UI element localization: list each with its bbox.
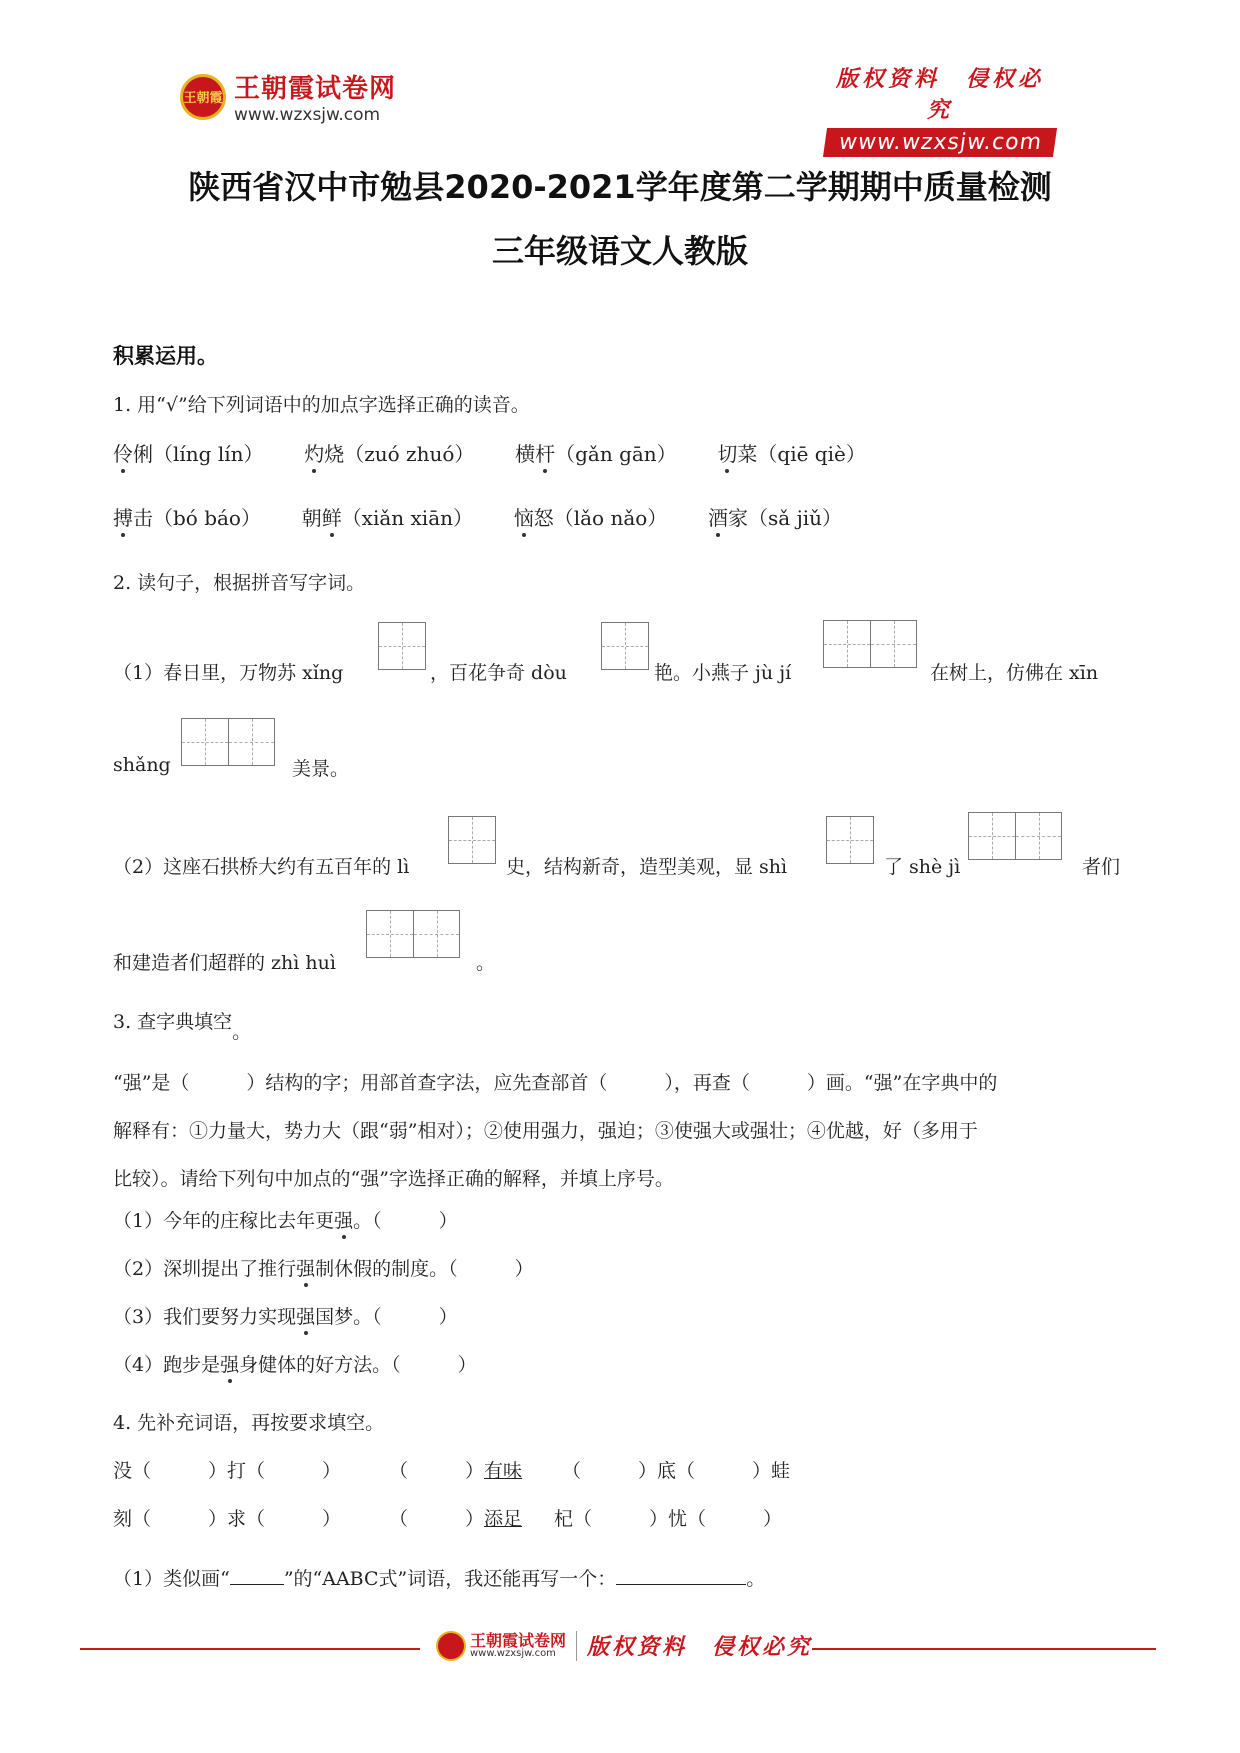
q2-s1-c: 艳。小燕子 jù jí <box>654 662 792 684</box>
q1-item: 朝鲜（xiǎn xiān） <box>301 506 474 530</box>
q3-item: （2）深圳提出了推行强制休假的制度。（ ） <box>113 1258 534 1280</box>
q2-prompt: 2. 读句子，根据拼音写字词。 <box>113 572 366 594</box>
q1-item: 横杆（gǎn gān） <box>515 442 677 466</box>
url-bar: www.wzxsjw.com <box>823 128 1057 157</box>
write-grid-1char[interactable] <box>378 622 426 670</box>
write-grid-2char[interactable] <box>823 620 917 668</box>
footer-brand-url: www.wzxsjw.com <box>470 1647 556 1659</box>
q1-item: 伶俐（líng lín） <box>113 442 264 466</box>
q2-s1-d: 在树上，仿佛在 xīn <box>930 662 1099 684</box>
answer-underline[interactable] <box>616 1568 746 1585</box>
q2-s1-a: （1）春日里，万物苏 xǐng <box>113 662 344 684</box>
q3-paragraph-3: 比较）。请给下列句中加点的“强”字选择正确的解释，并填上序号。 <box>113 1168 674 1190</box>
q3-paragraph-2: 解释有：①力量大，势力大（跟“弱”相对）；②使用强力，强迫；③使强大或强壮；④优越，好（多用于 <box>113 1120 978 1142</box>
page-subtitle: 三年级语文人教版 <box>491 232 748 270</box>
footer-logo <box>436 1630 812 1661</box>
footer-logo-icon <box>436 1631 466 1661</box>
q2-s1-f: 美景。 <box>292 758 350 780</box>
q1-row1 <box>113 438 866 467</box>
q3-prompt: 3. 查字典填空。 <box>113 1011 252 1043</box>
q4-prompt: 4. 先补充词语，再按要求填空。 <box>113 1412 385 1434</box>
header-logo <box>180 68 396 125</box>
q3-item: （3）我们要努力实现强国梦。（ ） <box>113 1306 458 1328</box>
q4-row2: 刻（ ）求（ ） （ ）添足 杞（ ）忧（ ） <box>113 1508 783 1530</box>
q4-row1: 没（ ）打（ ） （ ）有味 （ ）底（ ）蛙 <box>113 1460 791 1482</box>
q1-item: 灼烧（zuó zhuó） <box>304 442 475 466</box>
q2-s2-e: 和建造者们超群的 zhì huì <box>113 952 336 974</box>
q2-s1-e: shǎng <box>113 754 171 776</box>
brand-url: www.wzxsjw.com <box>234 105 381 125</box>
q2-s2-c: 了 shè jì <box>884 856 961 878</box>
header-copyright-block <box>825 62 1055 157</box>
footer-separator <box>576 1631 577 1661</box>
write-grid-2char[interactable] <box>181 718 275 766</box>
write-grid-2char[interactable] <box>968 812 1062 860</box>
write-grid-2char[interactable] <box>366 910 460 958</box>
footer-copyright: 版权资料 侵权必究 <box>587 1635 813 1660</box>
q2-s2-f: 。 <box>476 952 496 974</box>
q3-item: （1）今年的庄稼比去年更强。（ ） <box>113 1210 458 1232</box>
q1-item: 酒家（sǎ jiǔ） <box>708 506 843 530</box>
q3-item: （4）跑步是强身健体的好方法。（ ） <box>113 1354 477 1376</box>
q1-prompt: 1. 用“√”给下列词语中的加点字选择正确的读音。 <box>113 394 530 416</box>
q1-item: 搏击（bó báo） <box>113 506 261 530</box>
brand-name: 王朝霞试卷网 <box>234 74 397 104</box>
blank-underline[interactable] <box>230 1568 284 1585</box>
logo-emblem-icon: 王朝霞 <box>180 74 226 120</box>
q2-s1-b: ，百花争奇 dòu <box>430 662 567 684</box>
q2-s2-d: 者们 <box>1082 856 1121 878</box>
copyright-text: 版权资料 侵权必究 <box>835 67 1044 123</box>
section-title: 积累运用。 <box>113 344 218 368</box>
write-grid-1char[interactable] <box>601 622 649 670</box>
footer-divider-right <box>812 1648 1156 1650</box>
q2-s2-a: （2）这座石拱桥大约有五百年的 lì <box>113 856 410 878</box>
q2-s2-b: 史，结构新奇，造型美观，显 shì <box>506 856 788 878</box>
write-grid-1char[interactable] <box>826 816 874 864</box>
q1-item: 切菜（qiē qiè） <box>717 442 866 466</box>
q3-paragraph-1: “强”是（ ）结构的字；用部首查字法，应先查部首（ ），再查（ ）画。“强”在字典中的 <box>113 1072 998 1094</box>
footer-divider-left <box>80 1648 420 1650</box>
q1-item: 恼怒（lǎo nǎo） <box>513 506 668 530</box>
footer-brand-name: 王朝霞试卷网 <box>470 1630 567 1650</box>
page-title: 陕西省汉中市勉县2020-2021学年度第二学期期中质量检测 <box>188 168 1052 206</box>
q4-sub1: （1）类似画“ ”的“AABC式”词语，我还能再写一个： 。 <box>113 1568 766 1590</box>
q1-row2 <box>113 502 842 531</box>
write-grid-1char[interactable] <box>448 816 496 864</box>
